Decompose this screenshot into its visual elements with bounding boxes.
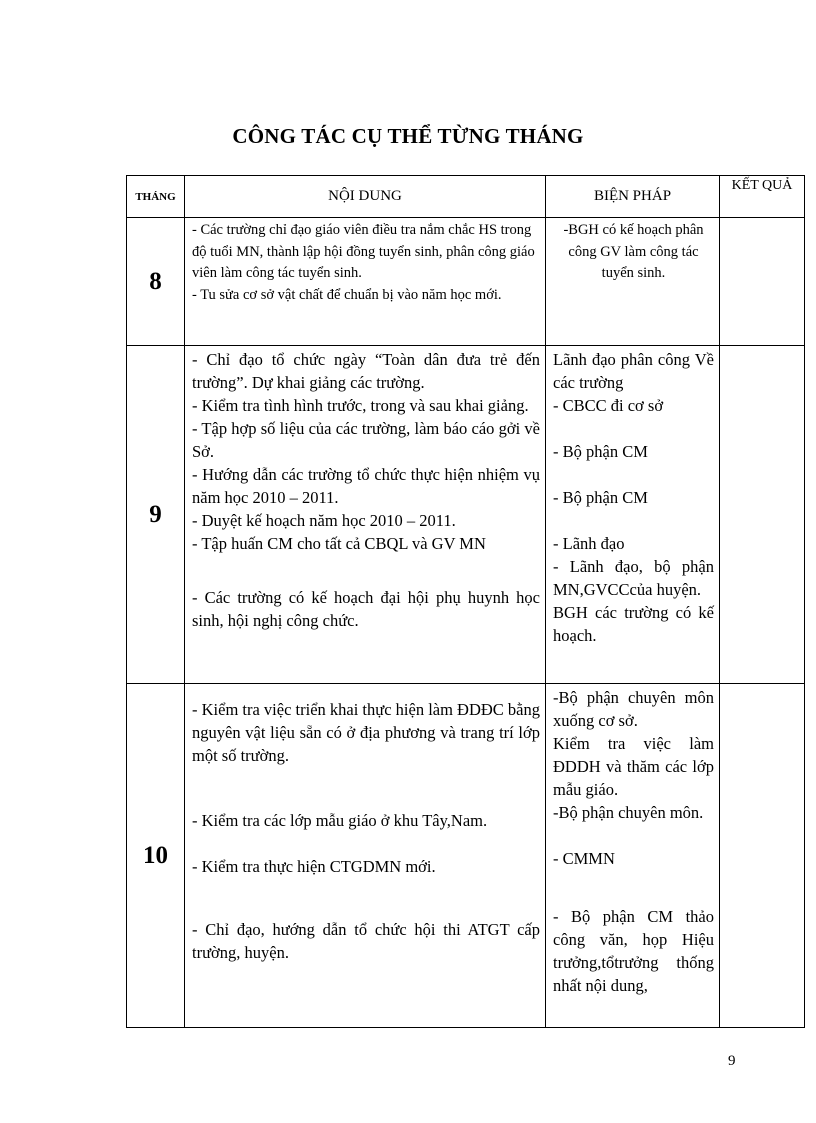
measure-item: - Lãnh đạo, bộ phận MN,GVCCcủa huyện. bbox=[553, 557, 714, 599]
content-cell bbox=[185, 346, 546, 684]
content-item: - Kiểm tra thực hiện CTGDMN mới. bbox=[192, 857, 436, 876]
page-title: CÔNG TÁC CỤ THỂ TỪNG THÁNG bbox=[232, 124, 584, 148]
measure-item: - Bộ phận CM bbox=[553, 442, 648, 461]
table-row bbox=[127, 346, 805, 684]
measure-item: BGH các trường có kế hoạch. bbox=[553, 603, 714, 645]
result-cell bbox=[720, 346, 805, 684]
measure-item: -Bộ phận chuyên môn xuống cơ sở. bbox=[553, 688, 714, 730]
content-item: - Kiểm tra các lớp mẫu giáo ở khu Tây,Nam. bbox=[192, 811, 488, 830]
content-item: - Tập hợp số liệu của các trường, làm báo cáo gởi về Sở. bbox=[192, 419, 540, 461]
table-row bbox=[127, 218, 805, 346]
measure-item: -Bộ phận chuyên môn. bbox=[553, 803, 704, 822]
header-measures: BIỆN PHÁP bbox=[546, 176, 720, 218]
measure-item: - Bộ phận CM bbox=[553, 488, 648, 507]
measure-item: - Bộ phận CM thảo công văn, họp Hiệu trưởng,tổtrưởng thống nhất nội dung, bbox=[553, 907, 714, 995]
content-item: - Kiểm tra tình hình trước, trong và sau khai giảng. bbox=[192, 396, 529, 415]
measure-item: - CMMN bbox=[553, 849, 615, 868]
content-item: - Chỉ đạo, hướng dẫn tổ chức hội thi ATGT cấp trường, huyện. bbox=[192, 920, 540, 962]
month-cell: 9 bbox=[127, 346, 185, 684]
measure-item: -BGH có kế hoạch phân công GV làm công tác tuyển sinh. bbox=[563, 222, 704, 281]
content-item: - Các trường có kế hoạch đại hội phụ huynh học sinh, hội nghị công chức. bbox=[192, 588, 540, 630]
header-row bbox=[127, 176, 805, 218]
result-cell bbox=[720, 218, 805, 346]
content-cell bbox=[185, 218, 546, 346]
content-cell bbox=[185, 684, 546, 1028]
measures-cell bbox=[546, 346, 720, 684]
header-month: THÁNG bbox=[127, 176, 185, 218]
header-result: KẾT QUẢ bbox=[720, 176, 805, 218]
monthly-plan-table bbox=[126, 175, 805, 1028]
measure-item: Lãnh đạo phân công Về các trường bbox=[553, 350, 714, 392]
month-cell: 8 bbox=[127, 218, 185, 346]
table-row bbox=[127, 684, 805, 1028]
content-item: - Tu sửa cơ sở vật chất để chuẩn bị vào năm học mới. bbox=[192, 286, 502, 303]
measure-item: - Lãnh đạo bbox=[553, 534, 625, 553]
content-item: - Kiểm tra việc triển khai thực hiện làm ĐDĐC bằng nguyên vật liệu sẵn có ở địa phương và trang trí lớp một số trường. bbox=[192, 700, 541, 765]
month-cell: 10 bbox=[127, 684, 185, 1028]
page-number: 9 bbox=[728, 1053, 736, 1069]
measures-cell bbox=[546, 684, 720, 1028]
measures-cell bbox=[546, 218, 720, 346]
content-item: - Tập huấn CM cho tất cả CBQL và GV MN bbox=[192, 534, 486, 553]
content-item: - Duyệt kế hoạch năm học 2010 – 2011. bbox=[192, 511, 456, 530]
header-content: NỘI DUNG bbox=[185, 176, 546, 218]
content-item: - Hướng dẫn các trường tổ chức thực hiện nhiệm vụ năm học 2010 – 2011. bbox=[192, 465, 540, 507]
measure-item: Kiểm tra việc làm ĐDDH và thăm các lớp mẫu giáo. bbox=[553, 734, 714, 799]
result-cell bbox=[720, 684, 805, 1028]
content-item: - Các trường chỉ đạo giáo viên điều tra nắm chắc HS trong độ tuổi MN, thành lập hội đồng tuyển sinh, phân công giáo viên làm công tác tuyển sinh. bbox=[192, 222, 535, 281]
content-item: - Chỉ đạo tổ chức ngày “Toàn dân đưa trẻ đến trường”. Dự khai giảng các trường. bbox=[192, 350, 540, 392]
measure-item: - CBCC đi cơ sở bbox=[553, 396, 664, 415]
